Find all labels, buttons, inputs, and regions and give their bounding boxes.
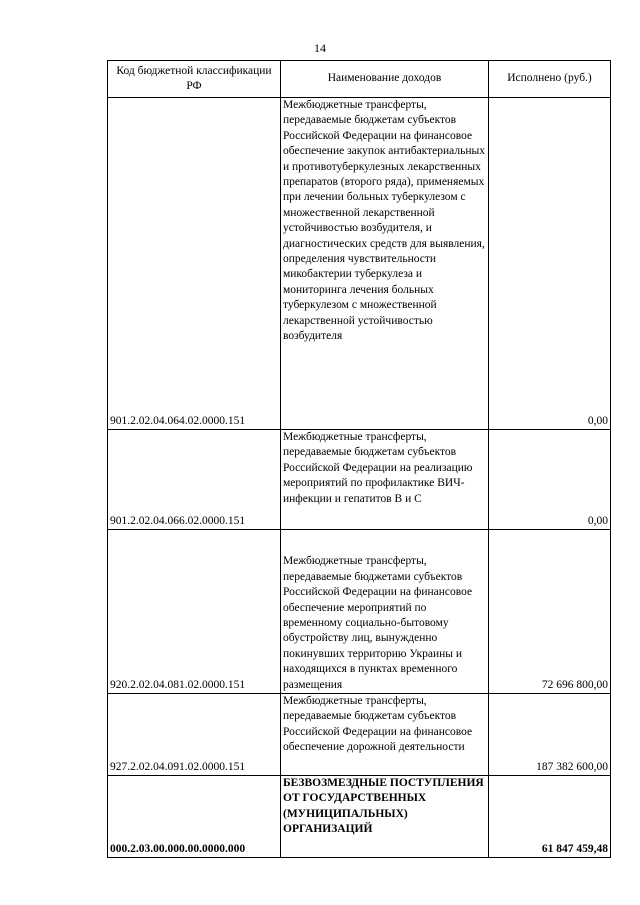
row-name: Межбюджетные трансферты, передаваемые бюджетам субъектов Российской Федерации на финансовое обеспечение закупок антибактериальных и противотуберкулезных лекарственных препаратов (второго ряда), применяемых при лечении больных туберкулезом с множественной лекарственной устойчивостью возбудителя, и диагностических средств для выявления, определения чувствительности микобактерии туберкулеза и мониторинга лечения больных туберкулезом с множественной лекарственной устойчивостью возбудителя	[281, 98, 489, 430]
header-amount: Исполнено (руб.)	[489, 61, 611, 98]
row-name: Межбюджетные трансферты, передаваемые бюджетам субъектов Российской Федерации на финансовое обеспечение дорожной деятельности	[281, 694, 489, 776]
table-row	[108, 530, 611, 694]
header-code: Код бюджетной классификации РФ	[108, 61, 281, 98]
row-code: 927.2.02.04.091.02.0000.151	[108, 694, 281, 776]
row-name: Межбюджетные трансферты, передаваемые бюджетами субъектов Российской Федерации на финансовое обеспечение мероприятий по временному социально-бытовому обустройству лиц, вынужденно покинувших территорию Украины и находящихся в пунктах временного размещения	[281, 530, 489, 694]
row-code: 920.2.02.04.081.02.0000.151	[108, 530, 281, 694]
table-header-row	[108, 61, 611, 98]
header-name: Наименование доходов	[281, 61, 489, 98]
row-name: БЕЗВОЗМЕЗДНЫЕ ПОСТУПЛЕНИЯ ОТ ГОСУДАРСТВЕННЫХ (МУНИЦИПАЛЬНЫХ) ОРГАНИЗАЦИЙ	[281, 776, 489, 858]
page-number: 14	[314, 41, 326, 55]
table-row	[108, 776, 611, 858]
table-row	[108, 694, 611, 776]
row-amount: 0,00	[489, 430, 611, 530]
row-amount: 61 847 459,48	[489, 776, 611, 858]
row-amount: 187 382 600,00	[489, 694, 611, 776]
row-code: 000.2.03.00.000.00.0000.000	[108, 776, 281, 858]
revenue-table	[107, 60, 611, 858]
row-amount: 0,00	[489, 98, 611, 430]
row-name: Межбюджетные трансферты, передаваемые бюджетам субъектов Российской Федерации на реализацию мероприятий по профилактике ВИЧ-инфекции и гепатитов B и C	[281, 430, 489, 530]
table-row	[108, 98, 611, 430]
table-row	[108, 430, 611, 530]
row-amount: 72 696 800,00	[489, 530, 611, 694]
row-code: 901.2.02.04.064.02.0000.151	[108, 98, 281, 430]
row-code: 901.2.02.04.066.02.0000.151	[108, 430, 281, 530]
